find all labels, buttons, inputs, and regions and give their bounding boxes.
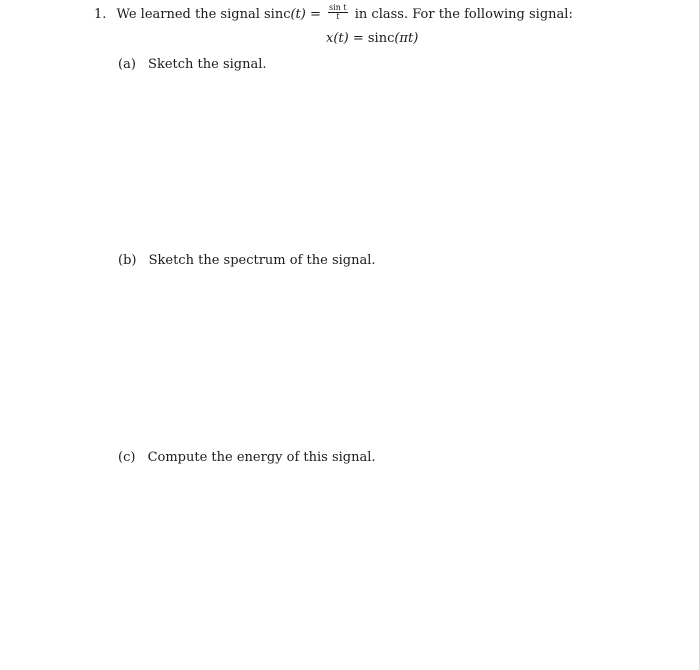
intro-prefix: We learned the signal bbox=[116, 7, 264, 22]
fraction-numerator: sin t bbox=[329, 3, 347, 12]
sinc-definition-fraction bbox=[328, 4, 348, 21]
sinc-function-name: sinc bbox=[264, 7, 291, 22]
part-c bbox=[118, 450, 376, 465]
part-b bbox=[118, 253, 376, 268]
part-b-text: Sketch the spectrum of the signal. bbox=[148, 253, 376, 268]
fraction-denominator: t bbox=[336, 12, 340, 21]
equation-rhs-argument: (πt) bbox=[394, 31, 419, 46]
equation-equals: = bbox=[352, 31, 368, 46]
problem-number: 1. bbox=[94, 7, 107, 22]
equals-sign: = bbox=[310, 7, 326, 22]
part-b-label: (b) bbox=[118, 253, 137, 268]
problem-statement bbox=[94, 3, 573, 24]
part-c-label: (c) bbox=[118, 450, 136, 465]
part-c-text: Compute the energy of this signal. bbox=[147, 450, 376, 465]
signal-equation bbox=[326, 31, 418, 46]
part-a-text: Sketch the signal. bbox=[148, 57, 267, 72]
part-a-label: (a) bbox=[118, 57, 136, 72]
equation-lhs: x(t) bbox=[326, 31, 349, 46]
part-a bbox=[118, 57, 267, 72]
intro-suffix: in class. For the following signal: bbox=[354, 7, 573, 22]
sinc-argument: (t) bbox=[290, 7, 306, 22]
equation-rhs-function: sinc bbox=[367, 31, 395, 46]
